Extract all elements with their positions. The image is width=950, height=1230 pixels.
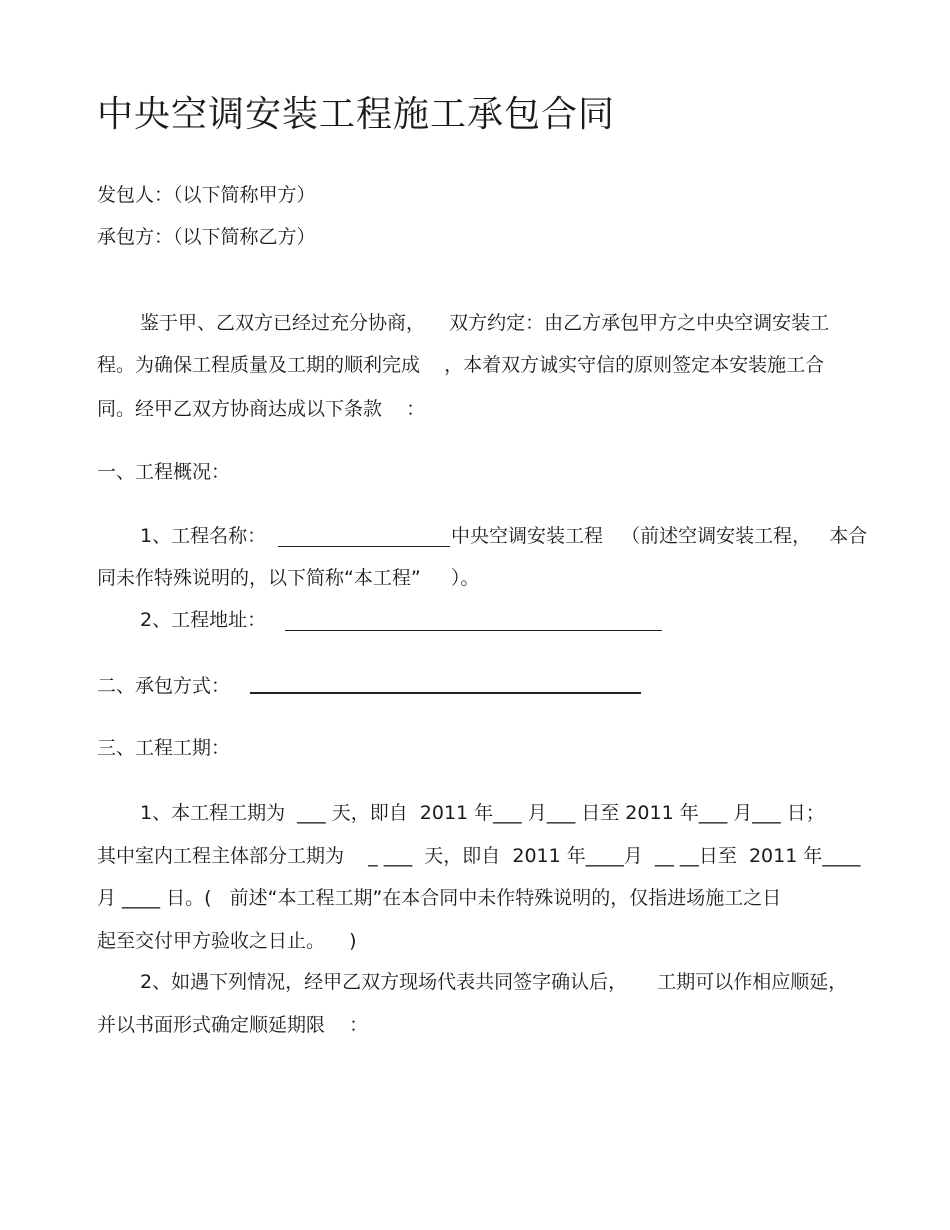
party-a-line: 发包人：（以下简称甲方） — [97, 184, 316, 206]
project-address-blank — [285, 630, 662, 631]
page-title: 中央空调安装工程施工承包合同 — [97, 94, 616, 135]
preamble-line-3: 同。经甲乙双方协商达成以下条款 ： — [97, 398, 426, 420]
preamble-line-2: 程。为确保工程质量及工期的顺利完成 ，本着双方诚实守信的原则签定本安装施工合 — [97, 354, 825, 376]
project-name-label: 1、工程名称： — [140, 525, 267, 547]
schedule-line-2: 其中室内工程主体部分工期为 _ ___ 天，即自 2011 年____月 __ __日至 2011 年____ — [97, 845, 861, 867]
project-address-label: 2、工程地址： — [140, 609, 267, 631]
extension-line-1: 2、如遇下列情况，经甲乙双方现场代表共同签字确认后， 工期可以作相应顺延， — [140, 971, 848, 993]
preamble-line-1: 鉴于甲、乙双方已经过充分协商， 双方约定：由乙方承包甲方之中央空调安装工 — [140, 312, 830, 334]
project-name-line-2: 同未作特殊说明的，以下简称“本工程” ）。 — [97, 567, 480, 589]
project-name-rest: 中央空调安装工程 （前述空调安装工程， 本合 — [451, 525, 868, 547]
schedule-line-4: 起至交付甲方验收之日止。 ) — [97, 930, 357, 952]
schedule-line-3: 月 ____ 日。( 前述“本工程工期”在本合同中未作特殊说明的，仅指进场施工之日 — [97, 887, 782, 909]
schedule-line-1: 1、本工程工期为 ___ 天，即自 2011 年___ 月___ 日至 2011 年___ 月___ 日； — [140, 802, 825, 824]
section-2-heading: 二、承包方式： — [97, 675, 231, 697]
project-name-blank — [278, 546, 450, 547]
extension-line-2: 并以书面形式确定顺延期限 ： — [97, 1014, 369, 1036]
section-3-heading: 三、工程工期： — [97, 737, 231, 759]
section-1-heading: 一、工程概况： — [97, 461, 231, 483]
party-b-line: 承包方：（以下简称乙方） — [97, 226, 316, 248]
contract-method-blank — [250, 692, 641, 694]
